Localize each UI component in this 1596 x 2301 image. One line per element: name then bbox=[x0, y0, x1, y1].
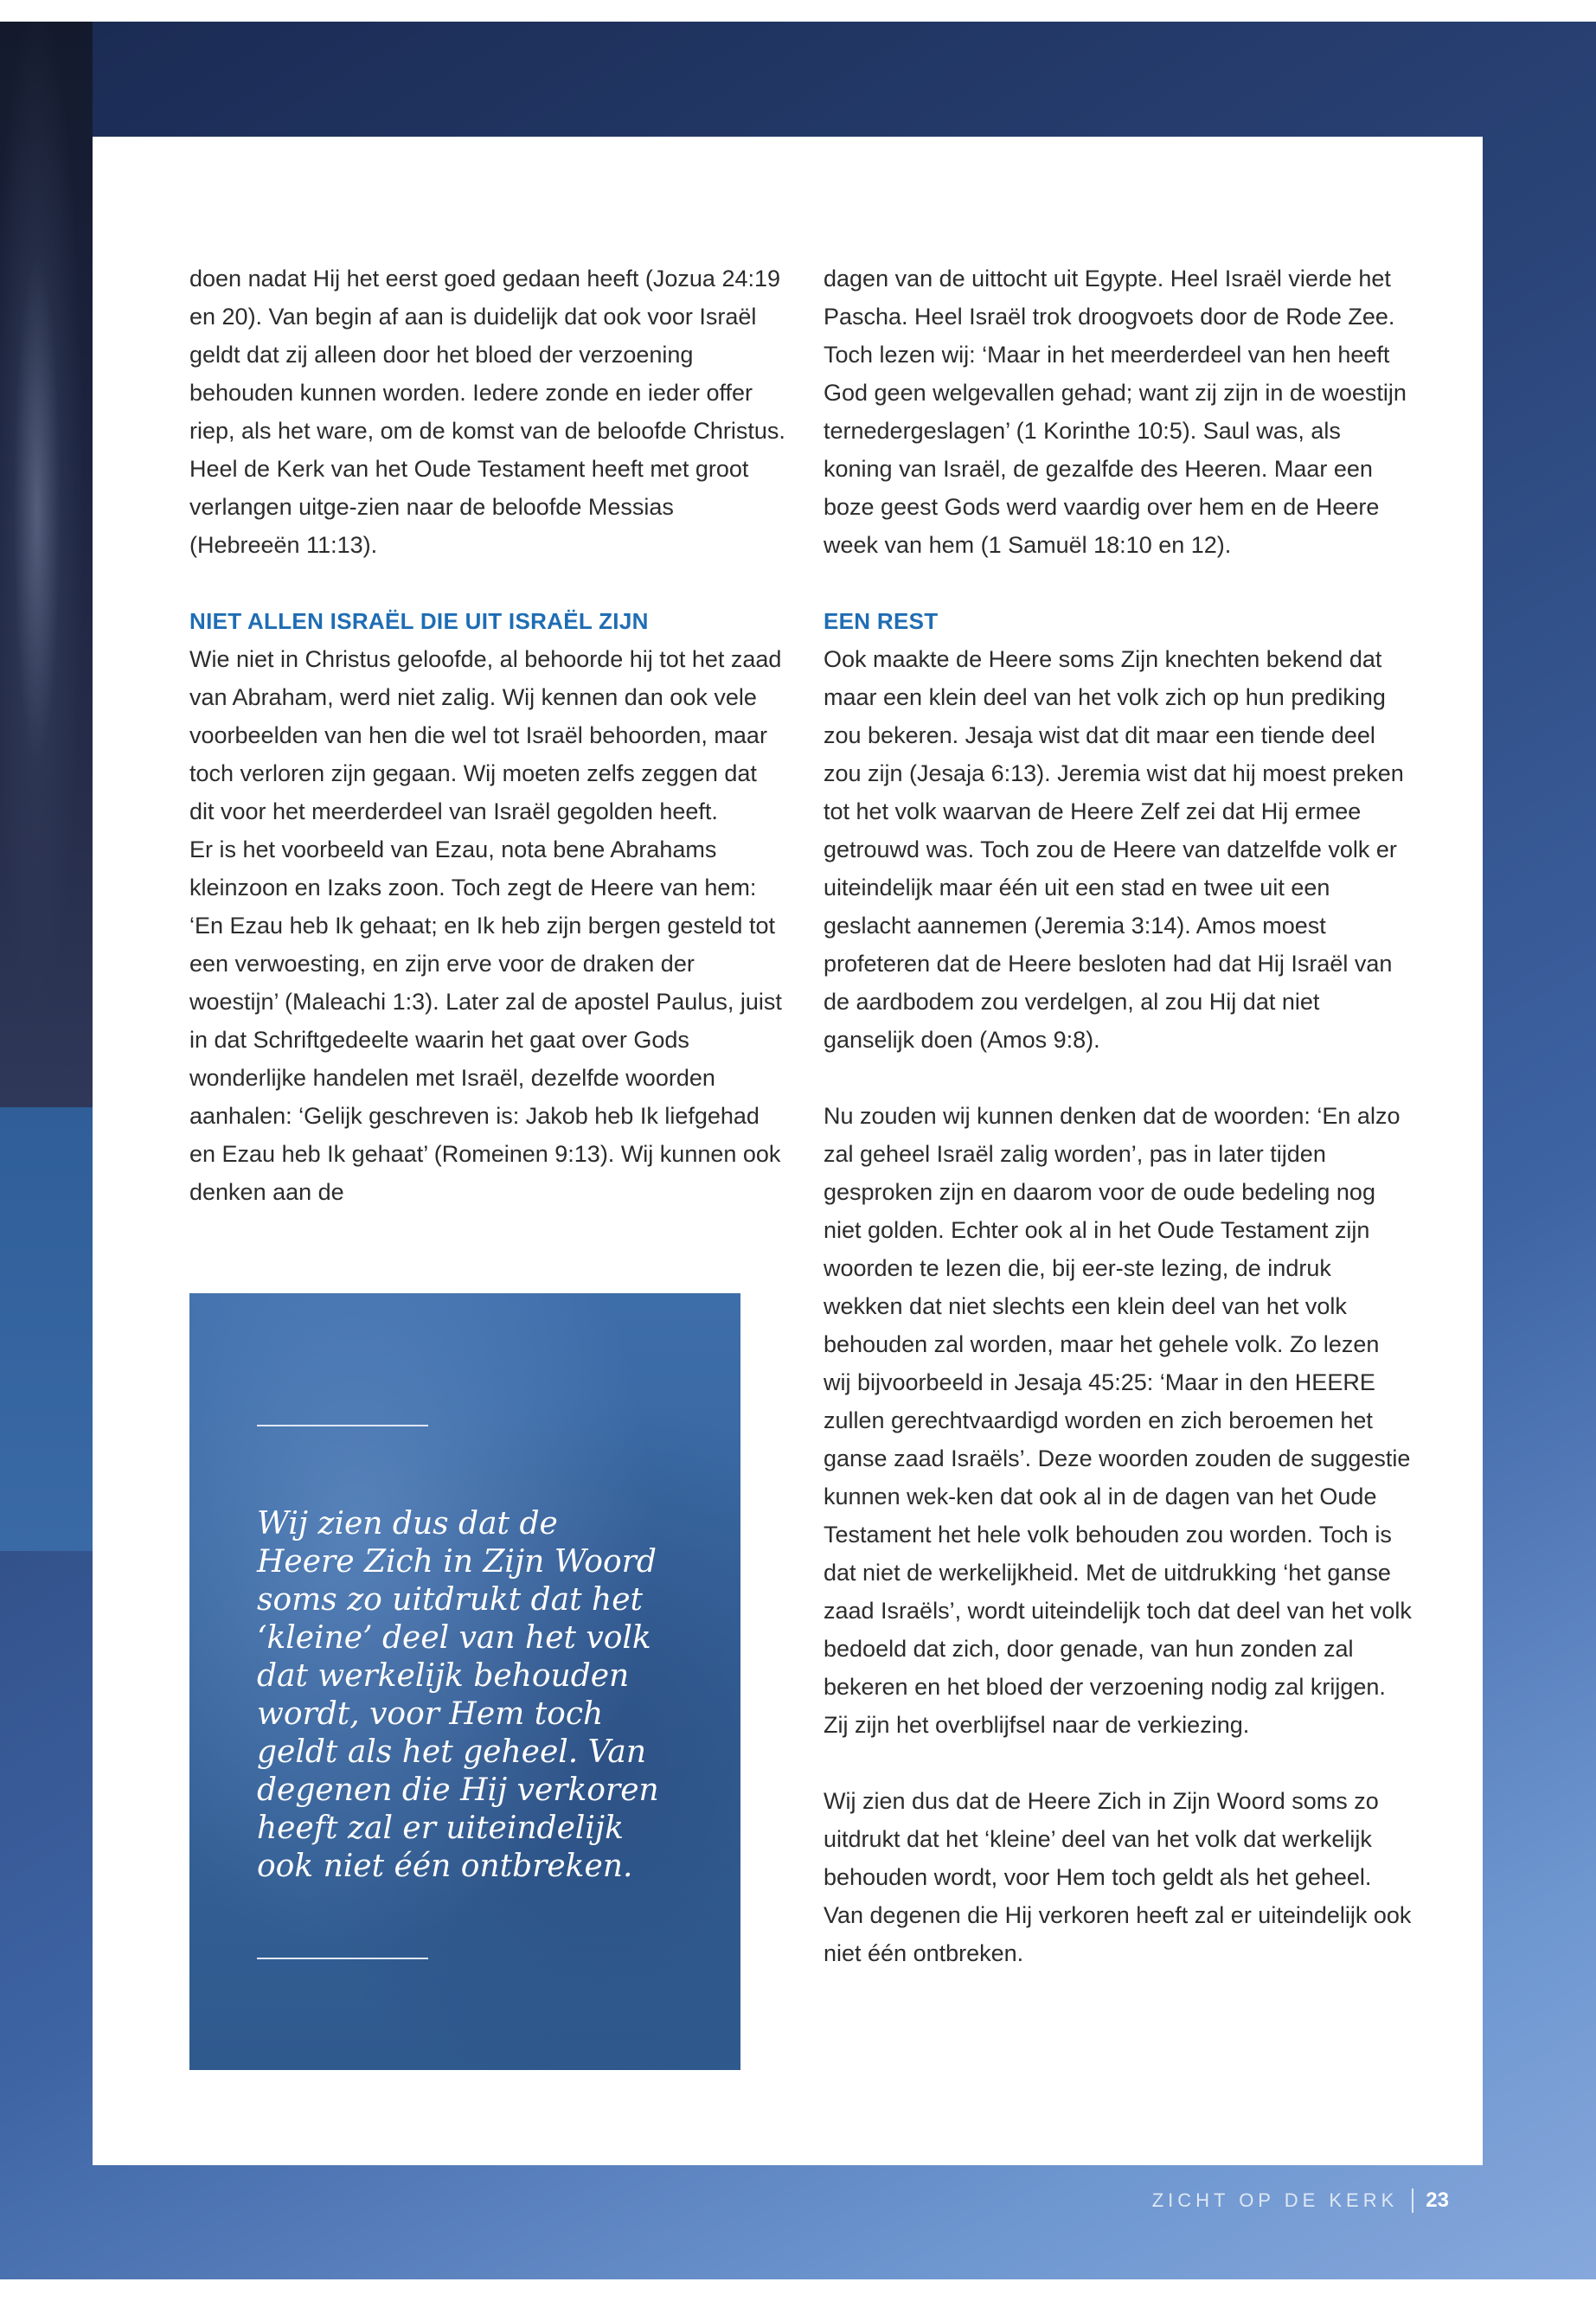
paragraph: Er is het voorbeeld van Ezau, nota bene Abrahams kleinzoon en Izaks zoon. Toch zegt de Heere van hem: ‘En Ezau heb Ik gehaat; en Ik heb zijn bergen gesteld tot een verwoesting, en zijn erve voor de draken der woestijn’ (Maleachi 1:3). Later zal de apostel Paulus, juist in dat Schriftgedeelte waarin het gaat over Gods wonderlijke handelen met Israël, dezelfde woorden aanhalen: ‘Gelijk geschreven is: Jakob heb Ik liefgehad en Ezau heb Ik gehaat’ (Romeinen 9:13). Wij kunnen ook denken aan de bbox=[189, 836, 782, 1205]
paragraph: dagen van de uittocht uit Egypte. Heel Israël vierde het Pascha. Heel Israël trok droogvoets door de Rode Zee. Toch lezen wij: ‘Maar in het meerderdeel van hen heeft God geen welgevallen gehad; want zij zijn in de woestijn ternedergeslagen’ (1 Korinthe 10:5). Saul was, als koning van Israël, de gezalfde des Heeren. Maar een boze geest Gods werd vaardig over hem en de Heere week van hem (1 Samuël 18:10 en 12). bbox=[824, 266, 1407, 558]
article-column-right bbox=[824, 260, 1412, 1972]
section-heading: NIET ALLEN ISRAËL DIE UIT ISRAËL ZIJN bbox=[189, 608, 649, 634]
paragraph: Ook maakte de Heere soms Zijn knechten bekend dat maar een klein deel van het volk zich op hun prediking zou bekeren. Jesaja wist dat dit maar een tiende deel zou zijn (Jesaja 6:13). Jeremia wist dat hij moest preken tot het volk waarvan de Heere Zelf zei dat Hij ermee getrouwd was. Toch zou de Heere van datzelfde volk er uiteindelijk maar één uit een stad en twee uit een geslacht aannemen (Jeremia 3:14). Amos moest profeteren dat de Heere besloten had dat Hij Israël van de aardbodem zou verdelgen, al zou Hij dat niet ganselijk doen (Amos 9:8). bbox=[824, 646, 1404, 1053]
background-photo-strip bbox=[0, 22, 93, 1107]
paragraph: doen nadat Hij het eerst goed gedaan heeft (Jozua 24:19 en 20). Van begin af aan is duidelijk dat ook voor Israël geldt dat zij alleen door het bloed der verzoening behouden kunnen worden. Iedere zonde en ieder offer riep, als het ware, om de komst van de beloofde Christus. Heel de Kerk van het Oude Testament heeft met groot verlangen uitge-zien naar de beloofde Messias (Hebreeën 11:13). bbox=[189, 266, 785, 558]
magazine-title: ZICHT OP DE KERK bbox=[1151, 2189, 1399, 2211]
quote-rule-bottom bbox=[257, 1958, 428, 1959]
paragraph: Nu zouden wij kunnen denken dat de woorden: ‘En alzo zal geheel Israël zalig worden’, pas in later tijden gesproken zijn en daarom voor de oude bedeling nog niet golden. Echter ook al in het Oude Testament zijn woorden te lezen die, bij eer-ste lezing, de indruk wekken dat niet slechts een klein deel van het volk behouden zal worden, maar het gehele volk. Zo lezen wij bijvoorbeeld in Jesaja 45:25: ‘Maar in den HEERE zullen gerechtvaardigd worden en zich beroemen het ganse zaad Israëls’. Deze woorden zouden de suggestie kunnen wek-ken dat ook al in de dagen van het Oude Testament het hele volk behouden zou worden. Toch is dat niet de werkelijkheid. Met de uitdrukking ‘het ganse zaad Israëls’, wordt uiteindelijk toch dat deel van het volk bedoeld dat zich, door genade, van hun zonden zal bekeren en het bloed der verzoening nodig zal krijgen. Zij zijn het overblijfsel naar de verkiezing. bbox=[824, 1103, 1412, 1738]
pull-quote-box bbox=[189, 1293, 740, 2070]
pull-quote-text: Wij zien dus dat de Heere Zich in Zijn Woord soms zo uitdrukt dat het ‘kleine’ deel van het volk dat werkelijk behouden wordt, voor Hem toch geldt als het geheel. Van degenen die Hij verkoren heeft zal er uiteindelijk ook niet één ontbreken. bbox=[257, 1506, 659, 1884]
section-heading: EEN REST bbox=[824, 608, 939, 634]
accent-band bbox=[0, 1107, 93, 1551]
paragraph: Wie niet in Christus geloofde, al behoorde hij tot het zaad van Abraham, werd niet zalig. Wij kennen dan ook vele voorbeelden van hen die wel tot Israël behoorden, maar toch verloren zijn gegaan. Wij moeten zelfs zeggen dat dit voor het meerderdeel van Israël gegolden heeft. bbox=[189, 646, 782, 824]
page-number: 23 bbox=[1426, 2189, 1449, 2212]
paragraph: Wij zien dus dat de Heere Zich in Zijn Woord soms zo uitdrukt dat het ‘kleine’ deel van het volk dat werkelijk behouden wordt, voor Hem toch geldt als het geheel. Van degenen die Hij verkoren heeft zal er uiteindelijk ook niet één ontbreken. bbox=[824, 1788, 1412, 1966]
page-footer bbox=[1152, 2183, 1449, 2218]
article-column-left bbox=[189, 260, 786, 1211]
quote-rule-top bbox=[257, 1425, 428, 1426]
footer-divider bbox=[1412, 2189, 1413, 2213]
